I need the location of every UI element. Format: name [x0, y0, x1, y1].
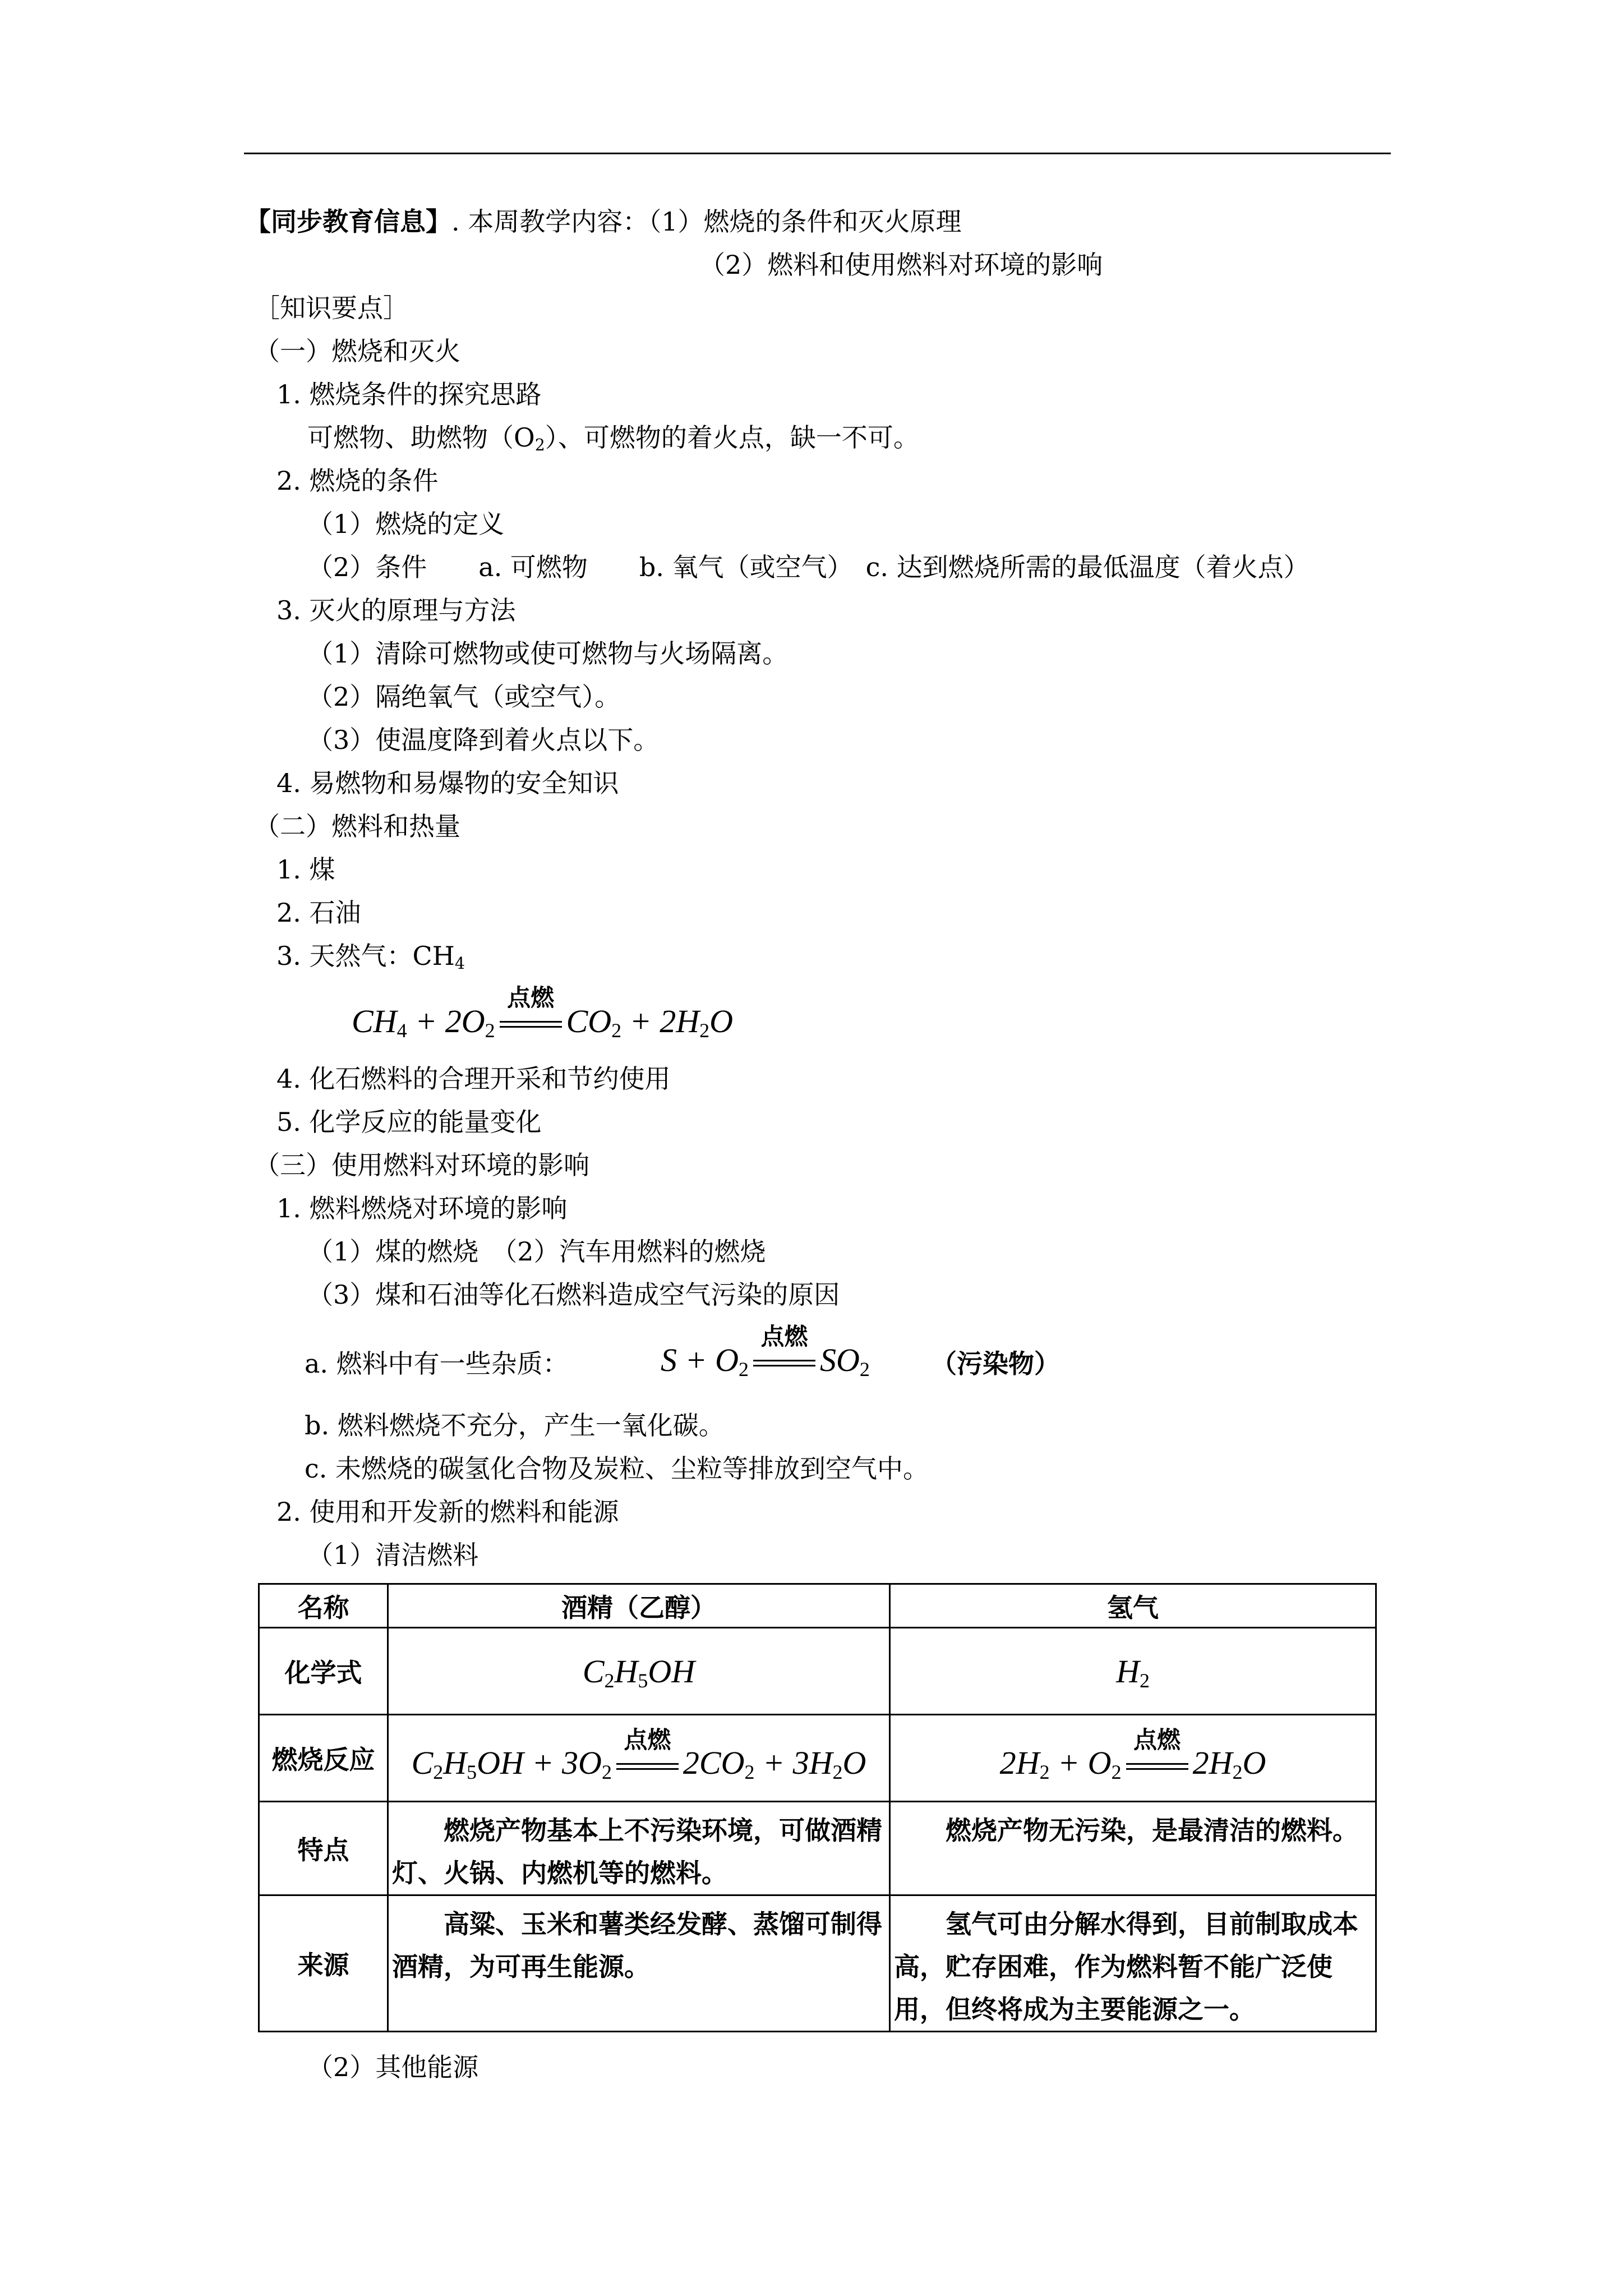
row-label-formula: 化学式 [259, 1628, 388, 1715]
formula-hydrogen: $H_2$ [890, 1628, 1376, 1715]
condition-label: 点燃 [507, 984, 555, 1011]
item-2-3: 3. 天然气：$CH_4$ [276, 941, 465, 973]
sub-item-pollution-causes: （3）煤和石油等化石燃料造成空气污染的原因 [307, 1280, 840, 1310]
heading-section-1: （一）燃烧和灭火 [254, 336, 460, 366]
sub-item-coal-car: （1）煤的燃烧 （2）汽车用燃料的燃烧 [307, 1236, 766, 1267]
table-row [259, 1802, 1376, 1895]
reaction-hydrogen: $2H_2 + O_2$ 点燃 $2H_2O$ [890, 1715, 1376, 1802]
table-row [259, 1628, 1376, 1715]
sub-item-other-energy: （2）其他能源 [307, 2052, 479, 2082]
item-1-2: 2. 燃烧的条件 [276, 466, 439, 496]
item-3-1: 1. 燃料燃烧对环境的影响 [276, 1193, 568, 1223]
equation-sulfur: $S + O_2$ 点燃 $SO_2$ [661, 1323, 870, 1381]
feature-hydrogen: 燃烧产物无污染，是最清洁的燃料。 [890, 1802, 1376, 1895]
source-hydrogen: 氢气可由分解水得到，目前制取成本高，贮存困难，作为燃料暂不能广泛使用，但终将成为主要能源之一。 [890, 1895, 1376, 2032]
table-row [259, 1895, 1376, 2032]
sub-item-lower-temp: （3）使温度降到着火点以下。 [307, 725, 660, 755]
item-2-5: 5. 化学反应的能量变化 [276, 1107, 542, 1137]
source-ethanol: 高粱、玉米和薯类经发酵、蒸馏可制得酒精，为可再生能源。 [388, 1895, 890, 2032]
reaction-arrow: 点燃 [615, 1744, 680, 1783]
sub-item-definition: （1）燃烧的定义 [307, 509, 505, 539]
item-1-3: 3. 灭火的原理与方法 [276, 595, 516, 625]
intro-line-2: （2）燃料和使用燃料对环境的影响 [699, 250, 1103, 280]
reaction-arrow [499, 984, 563, 1041]
text-combustion-factors: 可燃物、助燃物$(O_2)$、可燃物的着火点，缺一不可。 [307, 422, 919, 455]
feature-ethanol: 燃烧产物基本上不污染环境，可做酒精灯、火锅、内燃机等的燃料。 [388, 1802, 890, 1895]
item-2-2: 2. 石油 [276, 898, 361, 928]
reaction-arrow: 点燃 [1125, 1744, 1189, 1783]
sub-item-isolate-oxygen: （2）隔绝氧气（或空气）。 [307, 682, 621, 712]
sub-item-remove-fuel: （1）清除可燃物或使可燃物与火场隔离。 [307, 638, 789, 669]
row-label-source: 来源 [259, 1895, 388, 2032]
item-2-1: 1. 煤 [276, 854, 335, 885]
header-rule [244, 153, 1391, 154]
heading-section-2: （二）燃料和热量 [254, 811, 460, 841]
table-header-name: 名称 [259, 1584, 388, 1628]
equation-methane: $CH_4 + 2O_2$ 点燃 $CO_2 + 2H_2O$ [352, 984, 734, 1042]
heading-section-3: （三）使用燃料对环境的影响 [254, 1150, 589, 1180]
item-2-4: 4. 化石燃料的合理开采和节约使用 [276, 1064, 671, 1094]
cause-b: b. 燃料燃烧不充分，产生一氧化碳。 [305, 1410, 725, 1441]
clean-fuel-table [258, 1583, 1377, 2032]
sub-item-conditions: （2）条件 a. 可燃物 b. 氧气（或空气） c. 达到燃烧所需的最低温度（着火点） [307, 552, 1310, 582]
reaction-arrow: 点燃 [752, 1341, 817, 1380]
reaction-ethanol: $C_2H_5OH + 3O_2$ 点燃 $2CO_2 + 3H_2O$ [388, 1715, 890, 1802]
formula-ethanol: $C_2H_5OH$ [388, 1628, 890, 1715]
item-1-4: 4. 易燃物和易爆物的安全知识 [276, 768, 619, 798]
table-row [259, 1584, 1376, 1628]
intro-text: . 本周教学内容：（1）燃烧的条件和灭火原理 [451, 206, 962, 237]
row-label-features: 特点 [259, 1802, 388, 1895]
cause-c: c. 未燃烧的碳氢化合物及炭粒、尘粒等排放到空气中。 [305, 1453, 929, 1484]
pollutant-note: （污染物） [931, 1349, 1060, 1379]
section-tag: 【同步教育信息】 [245, 206, 451, 237]
item-1-1: 1. 燃烧条件的探究思路 [276, 379, 542, 409]
item-3-2: 2. 使用和开发新的燃料和能源 [276, 1497, 619, 1527]
heading-knowledge-points: ［知识要点］ [254, 293, 409, 323]
cause-a-label: a. 燃料中有一些杂质： [305, 1349, 569, 1379]
table-header-ethanol: 酒精（乙醇） [388, 1584, 890, 1628]
intro-line [245, 204, 962, 239]
table-row [259, 1715, 1376, 1802]
sub-item-clean-fuels: （1）清洁燃料 [307, 1540, 479, 1570]
row-label-reaction: 燃烧反应 [259, 1715, 388, 1802]
table-header-hydrogen: 氢气 [890, 1584, 1376, 1628]
